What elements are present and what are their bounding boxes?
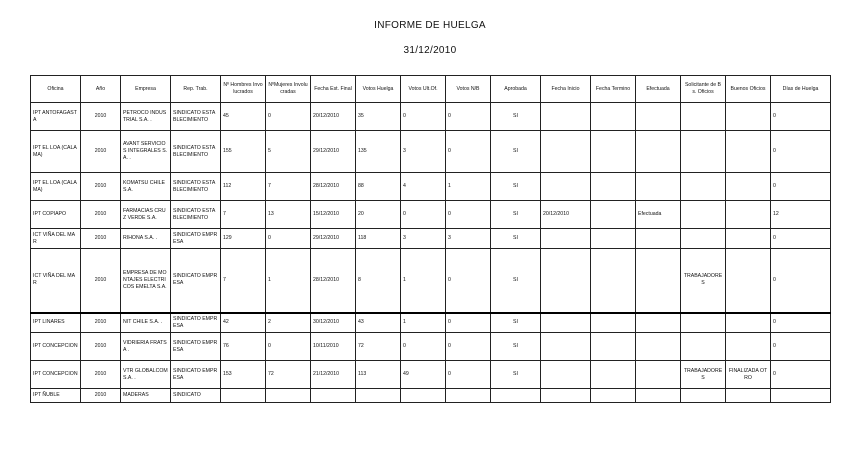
table-cell: SINDICATO EMPRESA (171, 361, 221, 389)
table-cell: 21/12/2010 (311, 361, 356, 389)
table-cell: 129 (221, 229, 266, 249)
table-cell: 30/12/2010 (311, 313, 356, 333)
column-header: NºMujeres Involucradas (266, 76, 311, 103)
table-cell: 4 (401, 173, 446, 201)
table-cell: ICT VIÑA DEL MAR (31, 229, 81, 249)
table-cell: 0 (401, 333, 446, 361)
column-header: Votos N/B (446, 76, 491, 103)
table-cell (591, 389, 636, 403)
column-header: Solicitante de Bs. Oficios (681, 76, 726, 103)
table-cell: 35 (356, 103, 401, 131)
table-cell (681, 229, 726, 249)
table-cell: MADERAS (121, 389, 171, 403)
table-cell (266, 389, 311, 403)
table-cell (636, 361, 681, 389)
column-header: Oficina (31, 76, 81, 103)
table-cell: 0 (771, 249, 831, 313)
strike-report-table (30, 75, 831, 403)
column-header: Fecha Est. Final (311, 76, 356, 103)
table-row (31, 333, 831, 361)
table-cell: 7 (266, 173, 311, 201)
table-cell: 2010 (81, 103, 121, 131)
table-cell (541, 313, 591, 333)
table-cell: KOMATSU CHILE S.A. (121, 173, 171, 201)
column-header: Fecha Inicio (541, 76, 591, 103)
table-cell: 20 (356, 201, 401, 229)
table-cell: 0 (771, 333, 831, 361)
column-header: Empresa (121, 76, 171, 103)
report-title: INFORME DE HUELGA (374, 20, 486, 31)
table-cell: PETROCO INDUSTRIAL S.A. . (121, 103, 171, 131)
table-cell: 0 (446, 103, 491, 131)
table-cell: IPT EL LOA (CALAMA) (31, 131, 81, 173)
table-cell (726, 173, 771, 201)
table-cell: 8 (356, 249, 401, 313)
table-cell (636, 229, 681, 249)
table-cell: SI (491, 249, 541, 313)
table-row (31, 361, 831, 389)
table-cell (726, 389, 771, 403)
table-row (31, 131, 831, 173)
table-cell: TRABAJADORES (681, 361, 726, 389)
table-cell (541, 333, 591, 361)
table-cell (726, 131, 771, 173)
table-cell: NIT CHILE S.A. . (121, 313, 171, 333)
table-cell: 3 (401, 131, 446, 173)
table-cell: 7 (221, 201, 266, 229)
table-cell (491, 389, 541, 403)
table-cell: 15/12/2010 (311, 201, 356, 229)
table-cell (636, 103, 681, 131)
table-cell: 3 (401, 229, 446, 249)
table-cell: 0 (446, 201, 491, 229)
table-cell: 29/12/2010 (311, 131, 356, 173)
table-cell: 0 (266, 333, 311, 361)
table-cell: 28/12/2010 (311, 173, 356, 201)
table-cell: EMPRESA DE MONTAJES ELECTRICOS EMELTA S.A. (121, 249, 171, 313)
table-cell (681, 201, 726, 229)
table-cell (591, 333, 636, 361)
table-cell: 1 (401, 249, 446, 313)
table-cell (636, 389, 681, 403)
table-cell: 7 (221, 249, 266, 313)
column-header: Días de Huelga (771, 76, 831, 103)
table-cell: 2010 (81, 313, 121, 333)
table-cell: SINDICATO ESTABLECIMIENTO (171, 173, 221, 201)
table-cell: 155 (221, 131, 266, 173)
table-cell: 2010 (81, 201, 121, 229)
table-cell (681, 313, 726, 333)
table-cell: 72 (356, 333, 401, 361)
table-cell: 2 (266, 313, 311, 333)
column-header: Efectuada (636, 76, 681, 103)
table-cell: VIDRIERIA FRATSA . (121, 333, 171, 361)
report-date: 31/12/2010 (403, 45, 457, 56)
table-cell (726, 249, 771, 313)
table-cell: 0 (446, 313, 491, 333)
table-cell: 45 (221, 103, 266, 131)
table-cell: ICT VIÑA DEL MAR (31, 249, 81, 313)
column-header: Fecha Termino (591, 76, 636, 103)
column-header: Buenos Oficios (726, 76, 771, 103)
table-cell: 0 (266, 229, 311, 249)
table-cell: SI (491, 103, 541, 131)
table-cell: SINDICATO ESTABLECIMIENTO (171, 201, 221, 229)
table-cell (591, 201, 636, 229)
table-cell: SI (491, 131, 541, 173)
column-header: Rep. Trab. (171, 76, 221, 103)
table-cell (636, 173, 681, 201)
table-cell: 0 (771, 229, 831, 249)
table-cell: 1 (401, 313, 446, 333)
table-cell (541, 103, 591, 131)
table-cell: SINDICATO (171, 389, 221, 403)
table-cell (726, 333, 771, 361)
table-cell: FARMACIAS CRUZ VERDE S.A. (121, 201, 171, 229)
table-cell: 2010 (81, 249, 121, 313)
table-cell: 76 (221, 333, 266, 361)
table-row (31, 389, 831, 403)
table-cell (541, 173, 591, 201)
table-cell: TRABAJADORES (681, 249, 726, 313)
table-row (31, 201, 831, 229)
table-cell (726, 103, 771, 131)
table-cell (591, 131, 636, 173)
table-cell: 5 (266, 131, 311, 173)
table-header-row (31, 76, 831, 103)
column-header: Año (81, 76, 121, 103)
table-cell (591, 361, 636, 389)
table-cell: 13 (266, 201, 311, 229)
table-cell: 20/12/2010 (541, 201, 591, 229)
table-cell (591, 173, 636, 201)
table-cell (681, 173, 726, 201)
table-cell: 135 (356, 131, 401, 173)
table-cell (681, 131, 726, 173)
table-cell: 153 (221, 361, 266, 389)
table-cell (771, 389, 831, 403)
table-cell: 2010 (81, 173, 121, 201)
table-cell: 0 (771, 313, 831, 333)
table-cell: 20/12/2010 (311, 103, 356, 131)
table-cell: FINALIZADA OTRO (726, 361, 771, 389)
table-cell: SI (491, 313, 541, 333)
table-cell: SI (491, 173, 541, 201)
table-cell: VTR GLOBALCOM S.A. . (121, 361, 171, 389)
table-cell: 3 (446, 229, 491, 249)
table-cell (636, 249, 681, 313)
table-cell: 2010 (81, 361, 121, 389)
table-cell (591, 249, 636, 313)
table-cell: AVANT SERVICIOS INTEGRALES S.A. . (121, 131, 171, 173)
table-cell: 1 (266, 249, 311, 313)
table-cell: SI (491, 361, 541, 389)
table-cell (591, 313, 636, 333)
table-row (31, 313, 831, 333)
table-cell: 0 (771, 103, 831, 131)
table-cell: SI (491, 333, 541, 361)
table-cell (541, 389, 591, 403)
table-cell: SINDICATO EMPRESA (171, 333, 221, 361)
table-row (31, 103, 831, 131)
table-cell (636, 313, 681, 333)
table-row (31, 249, 831, 313)
table-cell (311, 389, 356, 403)
table-cell: 43 (356, 313, 401, 333)
table-cell (726, 229, 771, 249)
table-cell: IPT EL LOA (CALAMA) (31, 173, 81, 201)
table-cell (726, 201, 771, 229)
table-cell: SINDICATO ESTABLECIMIENTO (171, 131, 221, 173)
table-cell: 28/12/2010 (311, 249, 356, 313)
table-cell (541, 229, 591, 249)
table-cell: IPT ÑUBLE (31, 389, 81, 403)
table-cell: 0 (446, 361, 491, 389)
table-cell: 0 (771, 131, 831, 173)
table-cell (541, 361, 591, 389)
table-cell: 0 (266, 103, 311, 131)
table-cell: SI (491, 229, 541, 249)
table-cell: IPT ANTOFAGASTA (31, 103, 81, 131)
table-cell: 0 (401, 201, 446, 229)
table-cell (681, 103, 726, 131)
table-cell: 0 (446, 131, 491, 173)
table-cell: SINDICATO ESTABLECIMIENTO (171, 103, 221, 131)
table-cell: 1 (446, 173, 491, 201)
table-cell: SINDICATO EMPRESA (171, 229, 221, 249)
column-header: Nº Hombres Involucrados (221, 76, 266, 103)
table-body (31, 103, 831, 403)
table-cell (541, 131, 591, 173)
table-cell: 12 (771, 201, 831, 229)
table-cell: SINDICATO EMPRESA (171, 249, 221, 313)
table-cell: 29/12/2010 (311, 229, 356, 249)
table-cell: IPT CONCEPCION (31, 333, 81, 361)
table-cell (591, 103, 636, 131)
table-cell: 0 (446, 249, 491, 313)
column-header: Aprobada (491, 76, 541, 103)
table-row (31, 229, 831, 249)
table-cell (446, 389, 491, 403)
table-cell: SINDICATO EMPRESA (171, 313, 221, 333)
table-cell: 112 (221, 173, 266, 201)
table-cell: 0 (401, 103, 446, 131)
table-cell (681, 389, 726, 403)
table-row (31, 173, 831, 201)
table-cell: SI (491, 201, 541, 229)
table-cell: 88 (356, 173, 401, 201)
table-cell: IPT LINARES (31, 313, 81, 333)
table-cell: 0 (771, 361, 831, 389)
table-cell: Efectuada (636, 201, 681, 229)
table-cell: 42 (221, 313, 266, 333)
table-cell: 49 (401, 361, 446, 389)
table-cell (681, 333, 726, 361)
table-cell: IPT CONCEPCION (31, 361, 81, 389)
table-cell: 0 (446, 333, 491, 361)
table-cell: 2010 (81, 229, 121, 249)
table-cell (356, 389, 401, 403)
table-cell: 0 (771, 173, 831, 201)
column-header: Votos Huelga (356, 76, 401, 103)
table-cell: 2010 (81, 389, 121, 403)
column-header: Votos Ult.Of. (401, 76, 446, 103)
table-cell: RIHONA S.A. . (121, 229, 171, 249)
table-cell: IPT COPIAPO (31, 201, 81, 229)
table-cell: 118 (356, 229, 401, 249)
table-cell (541, 249, 591, 313)
table-cell (591, 229, 636, 249)
table-cell (401, 389, 446, 403)
table-cell (636, 333, 681, 361)
table-cell: 113 (356, 361, 401, 389)
table-cell (221, 389, 266, 403)
table-cell (636, 131, 681, 173)
table-cell: 72 (266, 361, 311, 389)
table-cell: 2010 (81, 131, 121, 173)
table-cell: 2010 (81, 333, 121, 361)
table-cell (726, 313, 771, 333)
table-cell: 10/11/2010 (311, 333, 356, 361)
